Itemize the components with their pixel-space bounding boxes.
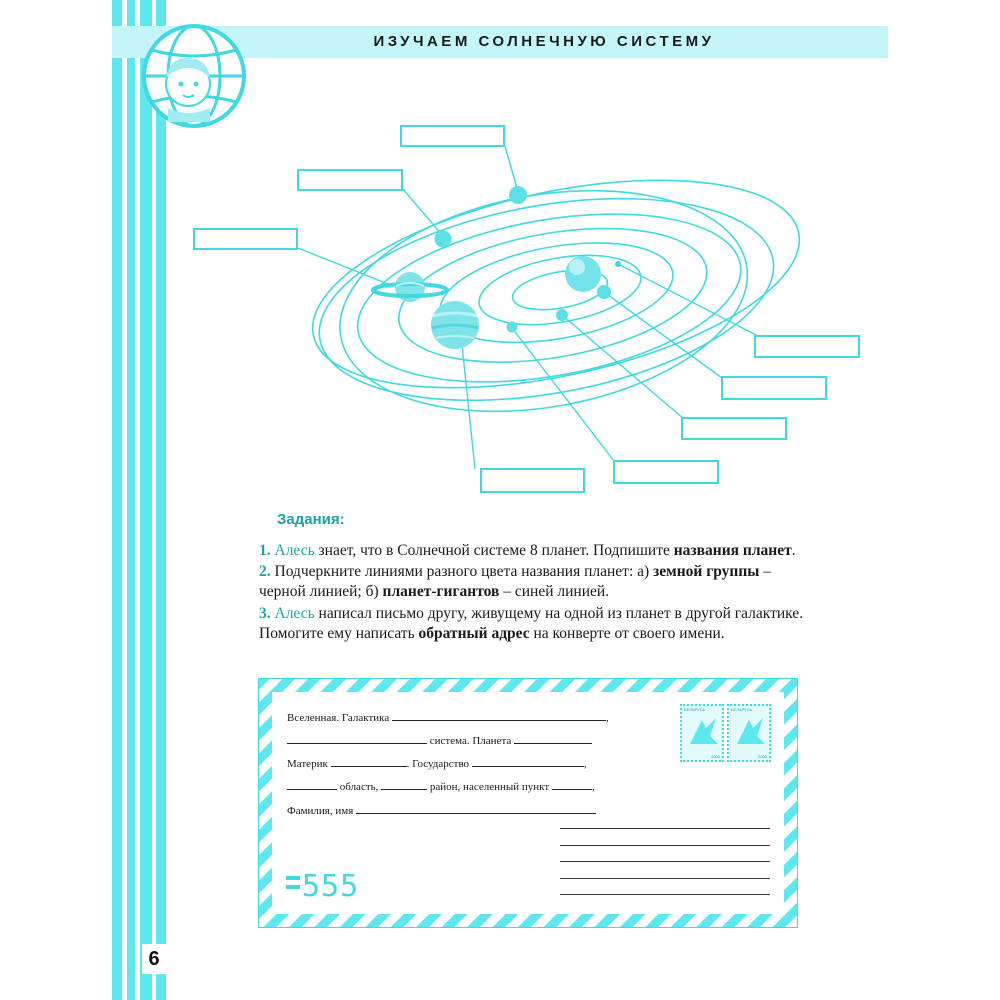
recipient-address-line	[560, 894, 770, 895]
envelope-label: область,	[339, 781, 379, 793]
envelope-line: Материк . Государство ,	[287, 758, 587, 770]
planet-label-box	[614, 461, 718, 483]
margin-stripe	[140, 0, 152, 1000]
postal-code: 555	[302, 869, 360, 904]
task-text: – синей линией.	[499, 583, 610, 600]
saturn	[373, 272, 447, 302]
character-name: Алесь	[274, 542, 315, 559]
task-text: написал письмо другу, живущему на одной из планет в другой галактике. Помогите ему написать	[259, 605, 804, 642]
planet-label-box	[298, 170, 402, 190]
task-text: Подчеркните линиями разного цвета названия планет: а)	[270, 563, 654, 580]
envelope-label: Государство	[412, 758, 470, 770]
task-emphasis: обратный адрес	[418, 625, 530, 642]
tasks-heading: Задания:	[277, 511, 345, 528]
planet-label-box	[401, 126, 504, 146]
recipient-address-line	[560, 845, 770, 846]
envelope-line: Вселенная. Галактика ,	[287, 712, 609, 724]
planet	[435, 231, 452, 248]
postal-code-dashes	[286, 876, 300, 880]
task-text: – черной линией; б)	[259, 563, 771, 600]
envelope-line	[287, 733, 592, 747]
envelope-label: Материк	[287, 758, 328, 770]
envelope-label: Фамилия, имя	[287, 805, 354, 817]
stamp-country: БЕЛАРУСЬ	[684, 707, 706, 712]
task-1	[259, 541, 819, 561]
stamp-value: 2000	[711, 754, 720, 759]
page-title: ИЗУЧАЕМ СОЛНЕЧНУЮ СИСТЕМУ	[373, 33, 715, 50]
planet	[597, 285, 611, 299]
task-emphasis: земной группы	[653, 563, 760, 580]
task-emphasis: планет-гигантов	[382, 583, 500, 600]
page-number: 6	[142, 944, 166, 974]
planet	[556, 309, 568, 321]
task-text: .	[791, 542, 796, 559]
envelope-label: система. Планета	[429, 735, 512, 747]
margin-stripe	[156, 0, 166, 1000]
recipient-address-line	[560, 828, 770, 829]
planet-label-box	[481, 469, 584, 492]
planet	[509, 186, 527, 204]
task-2	[259, 562, 819, 602]
planet-label-box	[194, 229, 297, 249]
planet	[615, 261, 621, 267]
postage-stamp	[727, 704, 771, 762]
task-text: на конверте от своего имени.	[529, 625, 725, 642]
solar-system-diagram	[180, 110, 880, 500]
recipient-address-line	[560, 861, 770, 862]
task-number: 2.	[259, 563, 271, 580]
margin-stripe	[127, 0, 135, 1000]
stamp-bird-icon	[731, 714, 769, 750]
planet-label-box	[722, 377, 826, 399]
planet-label-box	[682, 418, 786, 439]
task-3	[259, 604, 819, 644]
sun	[565, 256, 601, 292]
margin-stripe	[112, 0, 122, 1000]
envelope-label: район, населенный пункт	[429, 781, 550, 793]
task-number: 3.	[259, 605, 271, 622]
stamp-value: 2000	[758, 754, 767, 759]
jupiter	[431, 301, 479, 349]
task-emphasis: названия планет	[673, 542, 792, 559]
envelope-label: Вселенная. Галактика	[287, 712, 390, 724]
stamp-country: БЕЛАРУСЬ	[731, 707, 753, 712]
orbit	[322, 161, 765, 441]
planet	[507, 322, 518, 333]
orbit	[304, 167, 790, 432]
postage-stamp	[680, 704, 724, 762]
stamp-bird-icon	[684, 714, 722, 750]
recipient-address-line	[560, 878, 770, 879]
envelope-line: область, район, населенный пункт ,	[287, 779, 595, 793]
task-number: 1.	[259, 542, 271, 559]
postal-code-dashes	[286, 885, 300, 889]
planet-label-box	[755, 336, 859, 357]
envelope-line	[287, 803, 596, 817]
character-name: Алесь	[274, 605, 315, 622]
task-text: знает, что в Солнечной системе 8 планет. Подпишите	[314, 542, 674, 559]
